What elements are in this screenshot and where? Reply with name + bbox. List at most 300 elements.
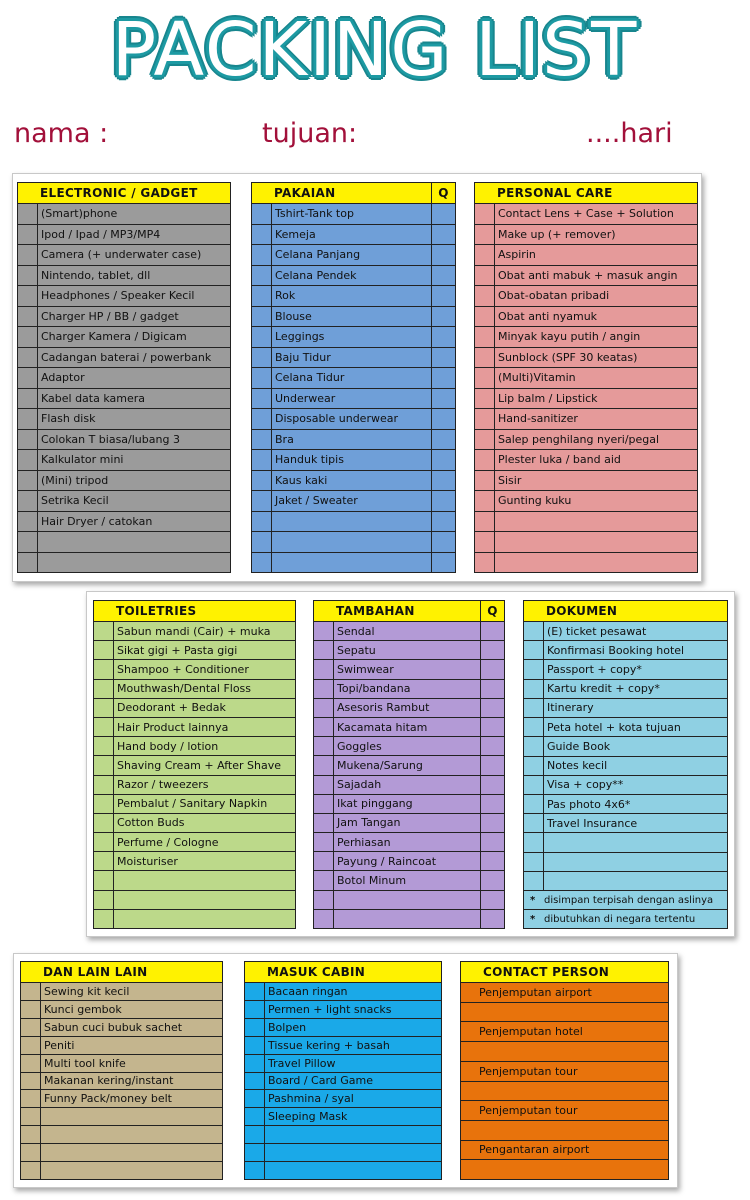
item-label: Sepatu bbox=[337, 643, 376, 657]
item-label: Pashmina / syal bbox=[268, 1092, 354, 1106]
checklist-row bbox=[245, 1001, 441, 1019]
checkbox[interactable] bbox=[314, 756, 334, 774]
quantity-cell[interactable] bbox=[480, 910, 504, 928]
item-label: Kaus kaki bbox=[275, 473, 328, 487]
contact-row[interactable]: Penjemputan tour bbox=[461, 1101, 668, 1121]
checkbox[interactable] bbox=[524, 737, 544, 755]
checkbox[interactable] bbox=[524, 795, 544, 813]
checklist-row bbox=[18, 491, 230, 512]
item-label: Guide Book bbox=[547, 739, 611, 753]
checkbox[interactable] bbox=[245, 1126, 265, 1143]
item-label: Deodorant + Bedak bbox=[117, 701, 226, 715]
checkbox[interactable] bbox=[524, 622, 544, 640]
quantity-cell[interactable] bbox=[431, 245, 455, 265]
item-label bbox=[495, 532, 697, 552]
item-label: Obat anti mabuk + masuk angin bbox=[498, 268, 678, 282]
item-label: Tshirt-Tank top bbox=[275, 207, 354, 221]
item-label bbox=[41, 1162, 222, 1179]
checkbox[interactable] bbox=[21, 1090, 41, 1107]
checklist-row bbox=[475, 327, 697, 348]
quantity-cell[interactable] bbox=[480, 680, 504, 698]
footnote-text: dibutuhkan di negara tertentu bbox=[544, 913, 696, 925]
checkbox[interactable] bbox=[524, 699, 544, 717]
checklist-row bbox=[18, 348, 230, 369]
checkbox[interactable] bbox=[475, 491, 495, 511]
checkbox[interactable] bbox=[475, 553, 495, 573]
checklist-row bbox=[18, 327, 230, 348]
quantity-cell[interactable] bbox=[431, 450, 455, 470]
contact-row[interactable] bbox=[461, 1160, 668, 1180]
checkbox[interactable] bbox=[18, 450, 38, 470]
item-label: Sabun mandi (Cair) + muka bbox=[117, 624, 271, 638]
checkbox[interactable] bbox=[475, 450, 495, 470]
quantity-cell[interactable] bbox=[431, 266, 455, 286]
item-label: Mouthwash/Dental Floss bbox=[117, 682, 252, 696]
quantity-cell[interactable] bbox=[480, 891, 504, 909]
item-label: Minyak kayu putih / angin bbox=[498, 330, 641, 344]
checklist-row bbox=[94, 871, 295, 890]
checklist-row bbox=[252, 430, 455, 451]
checkbox[interactable] bbox=[18, 491, 38, 511]
quantity-cell[interactable] bbox=[431, 348, 455, 368]
checklist-row bbox=[314, 891, 504, 910]
contact-row[interactable] bbox=[461, 1042, 668, 1062]
checklist-row bbox=[94, 756, 295, 775]
item-label: Travel Insurance bbox=[547, 816, 638, 830]
checkbox[interactable] bbox=[475, 430, 495, 450]
quantity-cell[interactable] bbox=[431, 286, 455, 306]
checklist-row bbox=[524, 795, 727, 814]
checkbox[interactable] bbox=[21, 983, 41, 1000]
checkbox[interactable] bbox=[314, 814, 334, 832]
item-label bbox=[41, 1144, 222, 1161]
quantity-cell[interactable] bbox=[431, 553, 455, 573]
checklist-row bbox=[314, 641, 504, 660]
quantity-cell[interactable] bbox=[480, 814, 504, 832]
checkbox[interactable] bbox=[524, 660, 544, 678]
checkbox[interactable] bbox=[18, 389, 38, 409]
item-label: Botol Minum bbox=[337, 874, 407, 888]
checkbox[interactable] bbox=[18, 204, 38, 224]
checkbox[interactable] bbox=[475, 389, 495, 409]
checklist-row bbox=[314, 871, 504, 890]
checkbox[interactable] bbox=[314, 680, 334, 698]
checkbox[interactable] bbox=[252, 430, 272, 450]
quantity-cell[interactable] bbox=[431, 204, 455, 224]
checklist-row bbox=[524, 660, 727, 679]
checklist-row bbox=[21, 1090, 222, 1108]
quantity-cell[interactable] bbox=[480, 660, 504, 678]
contact-row[interactable]: Penjemputan tour bbox=[461, 1062, 668, 1082]
checklist-row bbox=[18, 245, 230, 266]
quantity-cell[interactable] bbox=[431, 471, 455, 491]
checkbox[interactable] bbox=[94, 891, 114, 909]
item-label: Obat-obatan pribadi bbox=[498, 289, 610, 303]
page-title: PACKING LIST bbox=[111, 7, 639, 93]
checklist-row bbox=[314, 660, 504, 679]
checkbox[interactable] bbox=[252, 245, 272, 265]
item-label: Sendal bbox=[337, 624, 375, 638]
checklist-row bbox=[245, 1162, 441, 1180]
item-label: Blouse bbox=[275, 309, 312, 323]
checkbox[interactable] bbox=[475, 512, 495, 532]
checklist-row bbox=[18, 307, 230, 328]
checkbox[interactable] bbox=[524, 872, 544, 890]
item-label bbox=[272, 553, 431, 573]
contact-row[interactable] bbox=[461, 1082, 668, 1102]
footnote bbox=[524, 891, 727, 910]
item-label: Gunting kuku bbox=[498, 494, 572, 508]
checklist-row bbox=[314, 814, 504, 833]
checklist-row bbox=[475, 389, 697, 410]
checkbox[interactable] bbox=[245, 1108, 265, 1125]
quantity-cell[interactable] bbox=[480, 852, 504, 870]
section-title: MASUK CABIN bbox=[267, 965, 366, 979]
checklist-row bbox=[314, 910, 504, 929]
section-contact-person bbox=[460, 961, 669, 1180]
checkbox[interactable] bbox=[524, 814, 544, 832]
quantity-cell[interactable] bbox=[431, 327, 455, 347]
checkbox[interactable] bbox=[314, 641, 334, 659]
item-label: Topi/bandana bbox=[337, 682, 411, 696]
checkbox[interactable] bbox=[314, 718, 334, 736]
checkbox[interactable] bbox=[314, 871, 334, 889]
checkbox[interactable] bbox=[21, 1019, 41, 1036]
checklist-row bbox=[94, 737, 295, 756]
quantity-cell[interactable] bbox=[431, 225, 455, 245]
checklist-row bbox=[21, 1144, 222, 1162]
checkbox[interactable] bbox=[524, 757, 544, 775]
checkbox[interactable] bbox=[314, 622, 334, 640]
contact-row[interactable]: Penjemputan airport bbox=[461, 983, 668, 1003]
checkbox[interactable] bbox=[245, 983, 265, 1000]
hari-label: ....hari bbox=[586, 118, 673, 149]
checkbox[interactable] bbox=[18, 471, 38, 491]
checkbox[interactable] bbox=[314, 776, 334, 794]
checklist-row bbox=[475, 512, 697, 533]
quantity-cell[interactable] bbox=[480, 756, 504, 774]
item-list bbox=[251, 204, 456, 573]
checkbox[interactable] bbox=[252, 532, 272, 552]
item-label bbox=[38, 532, 230, 552]
checkbox[interactable] bbox=[94, 795, 114, 813]
checkbox[interactable] bbox=[524, 641, 544, 659]
checkbox[interactable] bbox=[245, 1037, 265, 1054]
item-list bbox=[313, 622, 505, 929]
checkbox[interactable] bbox=[245, 1090, 265, 1107]
checkbox[interactable] bbox=[252, 348, 272, 368]
checkbox[interactable] bbox=[314, 660, 334, 678]
checkbox[interactable] bbox=[18, 245, 38, 265]
item-label: Goggles bbox=[337, 739, 382, 753]
checkbox[interactable] bbox=[314, 852, 334, 870]
item-label: Itinerary bbox=[547, 701, 594, 715]
quantity-cell[interactable] bbox=[480, 795, 504, 813]
checkbox[interactable] bbox=[524, 776, 544, 794]
quantity-cell[interactable] bbox=[431, 368, 455, 388]
item-label: Sewing kit kecil bbox=[44, 984, 130, 998]
item-label: Nintendo, tablet, dll bbox=[41, 268, 151, 282]
checkbox[interactable] bbox=[21, 1162, 41, 1179]
checkbox[interactable] bbox=[21, 1108, 41, 1125]
checkbox[interactable] bbox=[94, 871, 114, 889]
checklist-row bbox=[21, 1162, 222, 1180]
nama-label: nama : bbox=[14, 118, 109, 149]
item-label: Kacamata hitam bbox=[337, 720, 428, 734]
item-label: Bacaan ringan bbox=[268, 984, 348, 998]
checklist-row bbox=[94, 814, 295, 833]
quantity-cell[interactable] bbox=[431, 307, 455, 327]
checkbox[interactable] bbox=[18, 368, 38, 388]
checklist-row bbox=[245, 983, 441, 1001]
checkbox[interactable] bbox=[18, 327, 38, 347]
checkbox[interactable] bbox=[252, 225, 272, 245]
checkbox[interactable] bbox=[21, 1144, 41, 1161]
checklist-row bbox=[21, 1001, 222, 1019]
checklist-row bbox=[252, 389, 455, 410]
checkbox[interactable] bbox=[21, 1001, 41, 1018]
checklist-row bbox=[475, 491, 697, 512]
checkbox[interactable] bbox=[524, 853, 544, 871]
section-personal-care bbox=[474, 182, 698, 573]
checkbox[interactable] bbox=[314, 737, 334, 755]
checkbox[interactable] bbox=[314, 891, 334, 909]
quantity-cell[interactable] bbox=[480, 699, 504, 717]
contact-list bbox=[460, 983, 669, 1180]
checkbox[interactable] bbox=[94, 660, 114, 678]
checkbox[interactable] bbox=[94, 622, 114, 640]
quantity-cell[interactable] bbox=[431, 512, 455, 532]
section-title: DAN LAIN LAIN bbox=[43, 965, 148, 979]
checklist-row bbox=[524, 833, 727, 852]
section-title: TAMBAHAN bbox=[336, 604, 415, 618]
section-dan-lain-lain bbox=[20, 961, 223, 1180]
checkbox[interactable] bbox=[18, 225, 38, 245]
checklist-row bbox=[245, 1144, 441, 1162]
checkbox[interactable] bbox=[252, 327, 272, 347]
checkbox[interactable] bbox=[94, 776, 114, 794]
checkbox[interactable] bbox=[94, 641, 114, 659]
checkbox[interactable] bbox=[245, 1073, 265, 1090]
quantity-cell[interactable] bbox=[480, 641, 504, 659]
item-label bbox=[265, 1144, 441, 1161]
checklist-row bbox=[475, 471, 697, 492]
checkbox[interactable] bbox=[245, 1162, 265, 1179]
item-label: Disposable underwear bbox=[275, 412, 398, 426]
checkbox[interactable] bbox=[21, 1126, 41, 1143]
checkbox[interactable] bbox=[94, 910, 114, 928]
checkbox[interactable] bbox=[245, 1144, 265, 1161]
checklist-row bbox=[475, 450, 697, 471]
checkbox[interactable] bbox=[314, 699, 334, 717]
item-label: Salep penghilang nyeri/pegal bbox=[498, 432, 660, 446]
item-label: Funny Pack/money belt bbox=[44, 1092, 172, 1106]
checkbox[interactable] bbox=[94, 718, 114, 736]
quantity-cell[interactable] bbox=[431, 532, 455, 552]
checkbox[interactable] bbox=[475, 225, 495, 245]
footnote-text: disimpan terpisah dengan aslinya bbox=[544, 894, 714, 906]
checkbox[interactable] bbox=[252, 266, 272, 286]
section-header bbox=[474, 182, 698, 204]
checklist-row bbox=[94, 833, 295, 852]
quantity-cell[interactable] bbox=[480, 776, 504, 794]
section-toiletries bbox=[93, 600, 296, 929]
quantity-cell[interactable] bbox=[431, 409, 455, 429]
item-label: Celana Tidur bbox=[275, 371, 345, 385]
checkbox[interactable] bbox=[18, 286, 38, 306]
quantity-cell[interactable] bbox=[431, 389, 455, 409]
checkbox[interactable] bbox=[475, 368, 495, 388]
item-label: Board / Card Game bbox=[268, 1074, 374, 1088]
checklist-row bbox=[18, 512, 230, 533]
checkbox[interactable] bbox=[94, 680, 114, 698]
checklist-row bbox=[252, 471, 455, 492]
checkbox[interactable] bbox=[252, 409, 272, 429]
checkbox[interactable] bbox=[252, 286, 272, 306]
checklist-row bbox=[252, 512, 455, 533]
checkbox[interactable] bbox=[18, 409, 38, 429]
checkbox[interactable] bbox=[252, 389, 272, 409]
checkbox[interactable] bbox=[314, 795, 334, 813]
checkbox[interactable] bbox=[475, 327, 495, 347]
checkbox[interactable] bbox=[524, 718, 544, 736]
item-label bbox=[38, 553, 230, 573]
checkbox[interactable] bbox=[252, 512, 272, 532]
checklist-row bbox=[94, 910, 295, 929]
checkbox[interactable] bbox=[245, 1019, 265, 1036]
checklist-row bbox=[21, 1126, 222, 1144]
quantity-cell[interactable] bbox=[431, 491, 455, 511]
checklist-row bbox=[94, 660, 295, 679]
checklist-row bbox=[252, 450, 455, 471]
quantity-cell[interactable] bbox=[480, 737, 504, 755]
checkbox[interactable] bbox=[21, 1055, 41, 1072]
item-label: Passport + copy* bbox=[547, 663, 642, 677]
checkbox[interactable] bbox=[252, 450, 272, 470]
checklist-row bbox=[245, 1126, 441, 1144]
item-label: (Smart)phone bbox=[41, 207, 118, 221]
checkbox[interactable] bbox=[475, 348, 495, 368]
checklist-row bbox=[21, 1037, 222, 1055]
checkbox[interactable] bbox=[475, 471, 495, 491]
checkbox[interactable] bbox=[18, 553, 38, 573]
checkbox[interactable] bbox=[252, 307, 272, 327]
checkbox[interactable] bbox=[475, 532, 495, 552]
item-label: Sajadah bbox=[337, 778, 382, 792]
item-label: Peta hotel + kota tujuan bbox=[547, 720, 681, 734]
checkbox[interactable] bbox=[245, 1055, 265, 1072]
item-label: Charger HP / BB / gadget bbox=[41, 309, 179, 323]
item-label: Underwear bbox=[275, 391, 336, 405]
checklist-row bbox=[18, 266, 230, 287]
checkbox[interactable] bbox=[18, 348, 38, 368]
checkbox[interactable] bbox=[475, 409, 495, 429]
checkbox[interactable] bbox=[475, 204, 495, 224]
checkbox[interactable] bbox=[18, 512, 38, 532]
checkbox[interactable] bbox=[252, 491, 272, 511]
checkbox[interactable] bbox=[94, 852, 114, 870]
checklist-row bbox=[475, 553, 697, 574]
checklist-row bbox=[94, 852, 295, 871]
contact-row[interactable] bbox=[461, 1003, 668, 1023]
checkbox[interactable] bbox=[94, 737, 114, 755]
checklist-row bbox=[252, 225, 455, 246]
checklist-row bbox=[252, 204, 455, 225]
checkbox[interactable] bbox=[18, 307, 38, 327]
checkbox[interactable] bbox=[18, 430, 38, 450]
checkbox[interactable] bbox=[18, 266, 38, 286]
checkbox[interactable] bbox=[524, 833, 544, 851]
section-header bbox=[523, 600, 728, 622]
checkbox[interactable] bbox=[94, 699, 114, 717]
section-title: DOKUMEN bbox=[546, 604, 618, 618]
quantity-cell[interactable] bbox=[431, 430, 455, 450]
checklist-row bbox=[21, 1019, 222, 1037]
checkbox[interactable] bbox=[21, 1073, 41, 1090]
quantity-cell[interactable] bbox=[480, 871, 504, 889]
checkbox[interactable] bbox=[475, 286, 495, 306]
item-list bbox=[474, 204, 698, 573]
item-label: Makanan kering/instant bbox=[44, 1074, 174, 1088]
checkbox[interactable] bbox=[252, 471, 272, 491]
checkbox[interactable] bbox=[94, 814, 114, 832]
checkbox[interactable] bbox=[475, 307, 495, 327]
checkbox[interactable] bbox=[524, 680, 544, 698]
quantity-cell[interactable] bbox=[480, 622, 504, 640]
checkbox[interactable] bbox=[21, 1037, 41, 1054]
checkbox[interactable] bbox=[252, 553, 272, 573]
checklist-row bbox=[524, 737, 727, 756]
item-label: Hand-sanitizer bbox=[498, 412, 578, 426]
checkbox[interactable] bbox=[252, 204, 272, 224]
section-title: CONTACT PERSON bbox=[483, 965, 610, 979]
checklist-row bbox=[524, 718, 727, 737]
item-label: Perfume / Cologne bbox=[117, 835, 219, 849]
checkbox[interactable] bbox=[475, 266, 495, 286]
quantity-cell[interactable] bbox=[480, 833, 504, 851]
contact-row[interactable] bbox=[461, 1121, 668, 1141]
checkbox[interactable] bbox=[245, 1001, 265, 1018]
checklist-row bbox=[314, 680, 504, 699]
checklist-row bbox=[18, 450, 230, 471]
checklist-row bbox=[252, 266, 455, 287]
item-label: Handuk tipis bbox=[275, 453, 344, 467]
checkbox[interactable] bbox=[475, 245, 495, 265]
checklist-row bbox=[94, 680, 295, 699]
footnote-mark: * bbox=[530, 894, 536, 906]
checkbox[interactable] bbox=[18, 532, 38, 552]
contact-row[interactable]: Pengantaran airport bbox=[461, 1141, 668, 1161]
item-label: Colokan T biasa/lubang 3 bbox=[41, 432, 180, 446]
item-label bbox=[114, 910, 295, 928]
checkbox[interactable] bbox=[314, 910, 334, 928]
item-label: Plester luka / band aid bbox=[498, 453, 621, 467]
contact-row[interactable]: Penjemputan hotel bbox=[461, 1022, 668, 1042]
checklist-row bbox=[18, 286, 230, 307]
checkbox[interactable] bbox=[94, 833, 114, 851]
checkbox[interactable] bbox=[94, 756, 114, 774]
checklist-row bbox=[475, 286, 697, 307]
item-label: Swimwear bbox=[337, 662, 394, 676]
checkbox[interactable] bbox=[314, 833, 334, 851]
quantity-cell[interactable] bbox=[480, 718, 504, 736]
checklist-row bbox=[18, 430, 230, 451]
item-label: Headphones / Speaker Kecil bbox=[41, 289, 195, 303]
checkbox[interactable] bbox=[252, 368, 272, 388]
checklist-row bbox=[524, 872, 727, 891]
item-label: Permen + light snacks bbox=[268, 1002, 392, 1016]
section-dokumen bbox=[523, 600, 728, 929]
